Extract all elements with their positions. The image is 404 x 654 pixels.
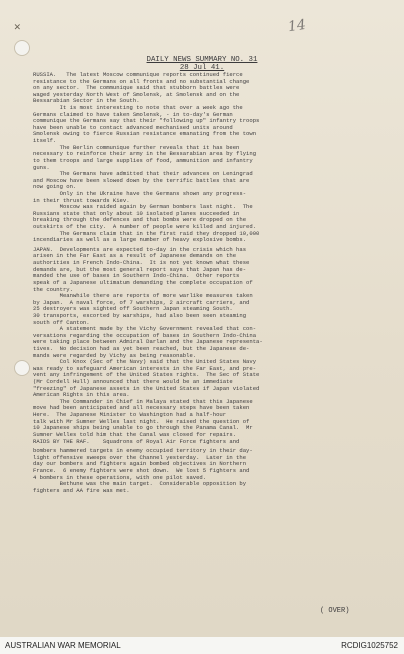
document-line: Col Knox (Sec of the Navy) said that the United States Navy xyxy=(33,359,257,366)
document-line: versations regarding the occupation of bases in Southern Indo-China xyxy=(33,332,257,339)
document-line: resistance to the Germans on all fronts and no substantial change xyxy=(33,78,250,85)
document-line: Bethune was the main target. Considerable opposition by xyxy=(33,481,247,488)
document-body xyxy=(33,72,385,494)
document-line: France. 6 enemy fighters were shot down. We lost 5 fighters and xyxy=(33,467,250,474)
document-line: manded the use of bases in Southern Indo-China. Other reports xyxy=(33,273,240,280)
document-line: by Japan. A naval force, of 7 warships, 2 aircraft carriers, and xyxy=(33,299,250,306)
document-line: bombers hammered targets in enemy occupied territory in their day- xyxy=(33,448,253,455)
handwritten-mark: 14 xyxy=(286,16,307,36)
document-line: communique the Germans say that their "following up" infantry troops xyxy=(33,118,260,125)
document-line: RAIDS BY THE RAF. Squadrons of Royal Air Force fighters and xyxy=(33,438,240,445)
document-line: Moscow was raided again by German bombers last night. The xyxy=(33,204,253,211)
document-line: incendiaries as well as a large number of heavy explosive bombs. xyxy=(33,237,247,244)
document-line: Meanwhile there are reports of more warlike measures taken xyxy=(33,293,253,300)
document-line: "freezing" of Japanese assets in the United States if Japan violated xyxy=(33,385,260,392)
document-line: breaking through the defences and that bombs were dropped on the xyxy=(33,217,247,224)
document-line: It is most interesting to note that over a week ago the xyxy=(33,105,243,112)
document-line: vent any infringement of the United States rights. The Sec of State xyxy=(33,372,260,379)
document-line: The Germans have admitted that their advances on Leningrad xyxy=(33,171,253,178)
document-line: Germans claimed to have taken Smolensk, - in to-day's German xyxy=(33,111,233,118)
document-line: 10 Japanese ships being unable to go through the Panama Canal. Mr xyxy=(33,425,253,432)
document-line: waged yesterday North West of Smolensk, at Smolensk and on the xyxy=(33,91,240,98)
document-line: and Moscow have been slowed down by the terrific battles that are xyxy=(33,177,250,184)
document-line: 30 transports, escorted by warships, had also been seen steaming xyxy=(33,312,247,319)
document-line: light offensive sweeps over the Channel yesterday. Later in the xyxy=(33,454,247,461)
document-line: RUSSIA. The latest Moscow communique reports continued fierce xyxy=(33,72,243,78)
document-line: on any sector. The communique said that stubborn battles were xyxy=(33,85,240,92)
document-line: to them troops and large supplies of food, ammunition and infantry xyxy=(33,157,253,164)
document-line: necessary to reinforce their army in the Bessarabian area by flying xyxy=(33,151,257,158)
document-line: outskirts of the city. A number of people were killed and injured. xyxy=(33,224,257,231)
document-line: guns. xyxy=(33,164,50,171)
document-line: south off Canton. xyxy=(33,319,90,326)
document-line: in their thrust towards Kiev. xyxy=(33,197,130,204)
document-line: fighters and AA fire was met. xyxy=(33,487,130,494)
document-line: A statement made by the Vichy Government revealed that con- xyxy=(33,326,257,333)
document-date: 28 Jul 41. xyxy=(179,64,225,72)
document-line: JAPAN. Developments are expected to-day in the crisis which has xyxy=(33,246,247,253)
document-line: talk with Mr Sumner Welles last night. He raised the question of xyxy=(33,418,250,425)
document-line: move had been anticipated and all necessary steps have been taken xyxy=(33,405,250,412)
punch-mark-icon: ✕ xyxy=(14,22,21,34)
archive-footer xyxy=(0,637,404,654)
document-line: Only in the Ukraine have the Germans shown any progress- xyxy=(33,190,247,197)
document-line: (Mr Cordell Hull) announced that there would be an immediate xyxy=(33,379,233,386)
document-line: demands are, but the most general report says that Japan has de- xyxy=(33,266,247,273)
document-line: The Commander in Chief in Malaya stated that this Japanese xyxy=(33,398,253,405)
document-line: Smolensk owing to fierce Russian resistance emanating from the town xyxy=(33,131,257,138)
document-line: arisen in the Far East as a result of Japanese demands on the xyxy=(33,253,237,260)
document-line: mands were regarded by Vichy as being reasonable. xyxy=(33,352,197,359)
document-line: itself. xyxy=(33,138,57,145)
document-line: 25 destroyers was sighted off Southern Japan steaming South. xyxy=(33,306,233,313)
punch-hole xyxy=(14,360,30,376)
document-line: speak of a Japanese ultimatum demanding the complete occupation of xyxy=(33,279,253,286)
document-line: have been unable to contact advanced mechanised units around xyxy=(33,124,233,131)
document-line: The Berlin communique further reveals that it has been xyxy=(33,144,240,151)
document-line: Bessarabian Sector in the South. xyxy=(33,98,140,105)
record-id: RCDIG1025752 xyxy=(341,641,398,650)
punch-hole xyxy=(14,40,30,56)
document-line: day our bombers and fighters again bombed objectives in Northern xyxy=(33,461,247,468)
document-title: DAILY NEWS SUMMARY NO. 31 xyxy=(146,56,258,64)
over-label: ( OVER) xyxy=(320,607,350,615)
document-line: now going on. xyxy=(33,184,77,191)
document-line: 4 bombers in these operations, with one pilot saved. xyxy=(33,474,207,481)
document-line: the country. xyxy=(33,286,73,293)
document-line: Here. The Japanese Minister to Washington had a half-hour xyxy=(33,412,227,419)
document-line: was ready to safeguard American interests in the Far East, and pre- xyxy=(33,365,257,372)
document-line: Sumner Welles told him that the Canal was closed for repairs. xyxy=(33,431,237,438)
document-line: authorities in French Indo-China. It is not yet known what these xyxy=(33,260,250,267)
document-line: were taking place between Admiral Darlan and the Japanese representa- xyxy=(33,339,263,346)
document-line: tives. No decision had as yet been reached, but the Japanese de- xyxy=(33,345,250,352)
source-label: AUSTRALIAN WAR MEMORIAL xyxy=(5,641,121,650)
document-line: American Rights in this area. xyxy=(33,392,130,399)
document-line: Russians state that only about 10 isolated planes succeeded in xyxy=(33,210,240,217)
document-line: The Germans claim that in the first raid they dropped 10,000 xyxy=(33,230,260,237)
